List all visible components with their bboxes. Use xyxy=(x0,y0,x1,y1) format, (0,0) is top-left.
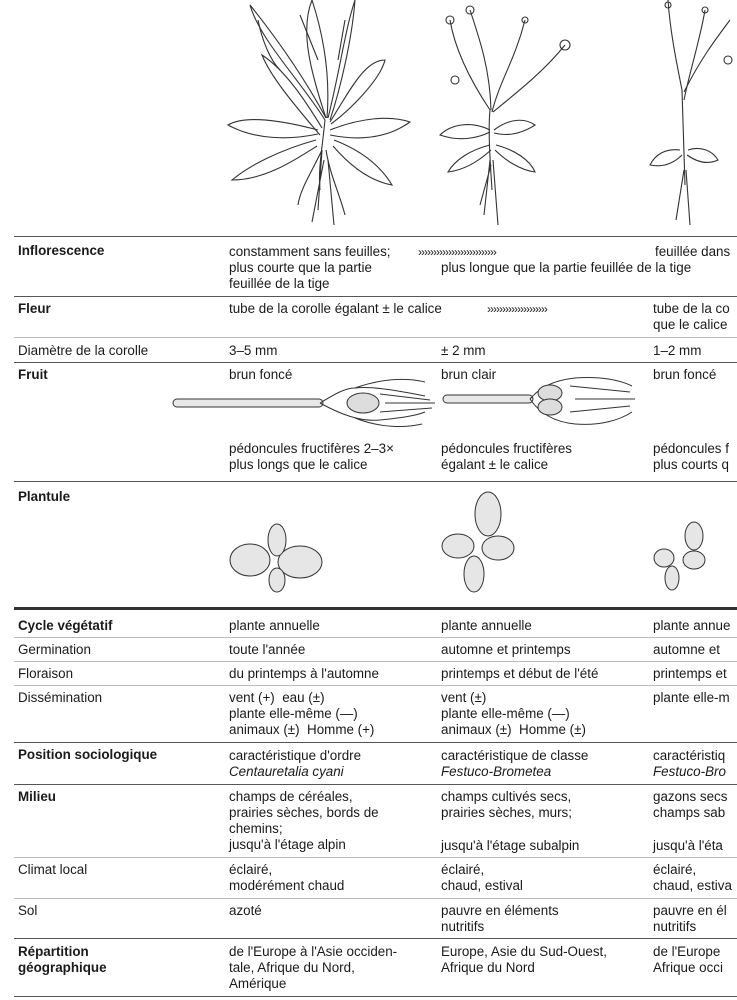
divider xyxy=(14,996,737,997)
row-label-position: Position sociologique xyxy=(18,747,158,762)
floraison-col1: du printemps à l'automne xyxy=(229,666,379,681)
diametre-col2: ± 2 mm xyxy=(441,343,486,358)
cycle-col3: plante annue xyxy=(653,618,731,633)
row-label-inflorescence: Inflorescence xyxy=(18,243,105,258)
row-label-floraison: Floraison xyxy=(18,666,74,681)
milieu-col2: champs cultivés secs, prairies sèches, murs; xyxy=(441,789,572,820)
seedling-2-illustration xyxy=(438,486,518,596)
seedling-3-illustration xyxy=(652,520,712,595)
milieu-col3: gazons secs champs sab xyxy=(653,789,728,820)
position-col1-taxon: Centauretalia cyani xyxy=(229,764,344,779)
inflorescence-col3: feuillée dans xyxy=(655,244,731,259)
milieu-col1: champs de céréales, prairies sèches, bords de chemins; jusqu'à l'étage alpin xyxy=(229,789,379,852)
fruit-col3-color: brun foncé xyxy=(653,367,717,382)
position-col2-text: caractéristique de classe xyxy=(441,748,589,763)
divider xyxy=(14,742,737,743)
fruit-col1-color: brun foncé xyxy=(229,367,293,382)
climat-col2: éclairé, chaud, estival xyxy=(441,862,523,893)
germination-col3: automne et xyxy=(653,642,720,657)
repartition-col2: Europe, Asie du Sud-Ouest, Afrique du Nord xyxy=(441,944,607,975)
row-label-dissemination: Dissémination xyxy=(18,690,103,705)
row-label-repartition: Répartition géographique xyxy=(18,944,107,975)
divider xyxy=(14,296,737,297)
dissemination-col1: vent (+) eau (±) plante elle-même (—) animaux (±) Homme (+) xyxy=(229,690,375,737)
repartition-col3: de l'Europe Afrique occi xyxy=(653,944,723,975)
fruit-col3-pedoncules: pédoncules f plus courts q xyxy=(653,441,729,472)
continuation-arrows: ›››››››››››››››››››››››››› xyxy=(418,245,496,259)
row-label-fruit: Fruit xyxy=(18,367,48,382)
floraison-col2: printemps et début de l'été xyxy=(441,666,599,681)
fruit-col2-color: brun clair xyxy=(441,367,497,382)
climat-col1: éclairé, modérément chaud xyxy=(229,862,345,893)
plant-1-illustration xyxy=(228,0,410,225)
divider xyxy=(14,661,737,662)
floraison-col3: printemps et xyxy=(653,666,727,681)
sol-col2: pauvre en éléments nutritifs xyxy=(441,903,559,934)
fruit-col1-pedoncules: pédoncules fructifères 2–3× plus longs que le calice xyxy=(229,441,394,472)
sol-col1: azoté xyxy=(229,903,262,918)
fleur-col1: tube de la corolle égalant ± le calice xyxy=(229,301,442,316)
dissemination-col2: vent (±) plante elle-même (—) animaux (±) Homme (±) xyxy=(441,690,586,737)
row-label-climat: Climat local xyxy=(18,862,88,877)
divider xyxy=(14,337,737,338)
continuation-arrows: ›››››››››››››››››››› xyxy=(487,302,547,316)
row-label-diametre: Diamètre de la corolle xyxy=(18,343,149,358)
row-label-cycle: Cycle végétatif xyxy=(18,618,113,633)
position-col2-taxon: Festuco-Brometea xyxy=(441,764,552,779)
climat-col3: éclairé, chaud, estiva xyxy=(653,862,732,893)
divider xyxy=(14,857,737,858)
plant-3-illustration xyxy=(650,0,732,225)
germination-col2: automne et printemps xyxy=(441,642,571,657)
position-col3-text: caractéristiq xyxy=(653,748,726,763)
germination-col1: toute l'année xyxy=(229,642,306,657)
divider xyxy=(14,362,737,363)
divider xyxy=(14,938,737,939)
plant-2-illustration xyxy=(440,6,570,225)
position-col3-taxon: Festuco-Bro xyxy=(653,764,726,779)
divider xyxy=(14,685,737,686)
inflorescence-col1: constamment sans feuilles; plus courte que la partie feuillée de la tige xyxy=(229,244,391,291)
inflorescence-col2: plus longue que la partie feuillée de la tige xyxy=(441,260,692,275)
divider xyxy=(14,481,737,482)
row-label-plantule: Plantule xyxy=(18,489,71,504)
dissemination-col3: plante elle-m xyxy=(653,690,730,705)
cycle-col2: plante annuelle xyxy=(441,618,532,633)
plant-illustrations xyxy=(0,0,737,232)
divider xyxy=(14,784,737,785)
cycle-col1: plante annuelle xyxy=(229,618,320,633)
milieu-col2-altitude: jusqu'à l'étage subalpin xyxy=(441,838,580,853)
row-label-germination: Germination xyxy=(18,642,91,657)
row-label-fleur: Fleur xyxy=(18,301,51,316)
position-col1-text: caractéristique d'ordre xyxy=(229,748,362,763)
diametre-col1: 3–5 mm xyxy=(229,343,278,358)
sol-col3: pauvre en él nutritifs xyxy=(653,903,727,934)
seedling-1-illustration xyxy=(225,520,325,595)
row-label-sol: Sol xyxy=(18,903,38,918)
section-divider xyxy=(14,607,737,610)
fruit-2-illustration xyxy=(440,372,640,434)
divider xyxy=(14,236,737,237)
milieu-col3-altitude: jusqu'à l'éta xyxy=(653,838,723,853)
diametre-col3: 1–2 mm xyxy=(653,343,702,358)
divider xyxy=(14,637,737,638)
fleur-col3: tube de la co que le calice xyxy=(653,301,730,332)
fruit-col2-pedoncules: pédoncules fructifères égalant ± le calice xyxy=(441,441,573,472)
row-label-milieu: Milieu xyxy=(18,789,56,804)
repartition-col1: de l'Europe à l'Asie occiden- tale, Afrique du Nord, Amérique xyxy=(229,944,398,991)
fruit-1-illustration xyxy=(170,374,440,434)
divider xyxy=(14,898,737,899)
